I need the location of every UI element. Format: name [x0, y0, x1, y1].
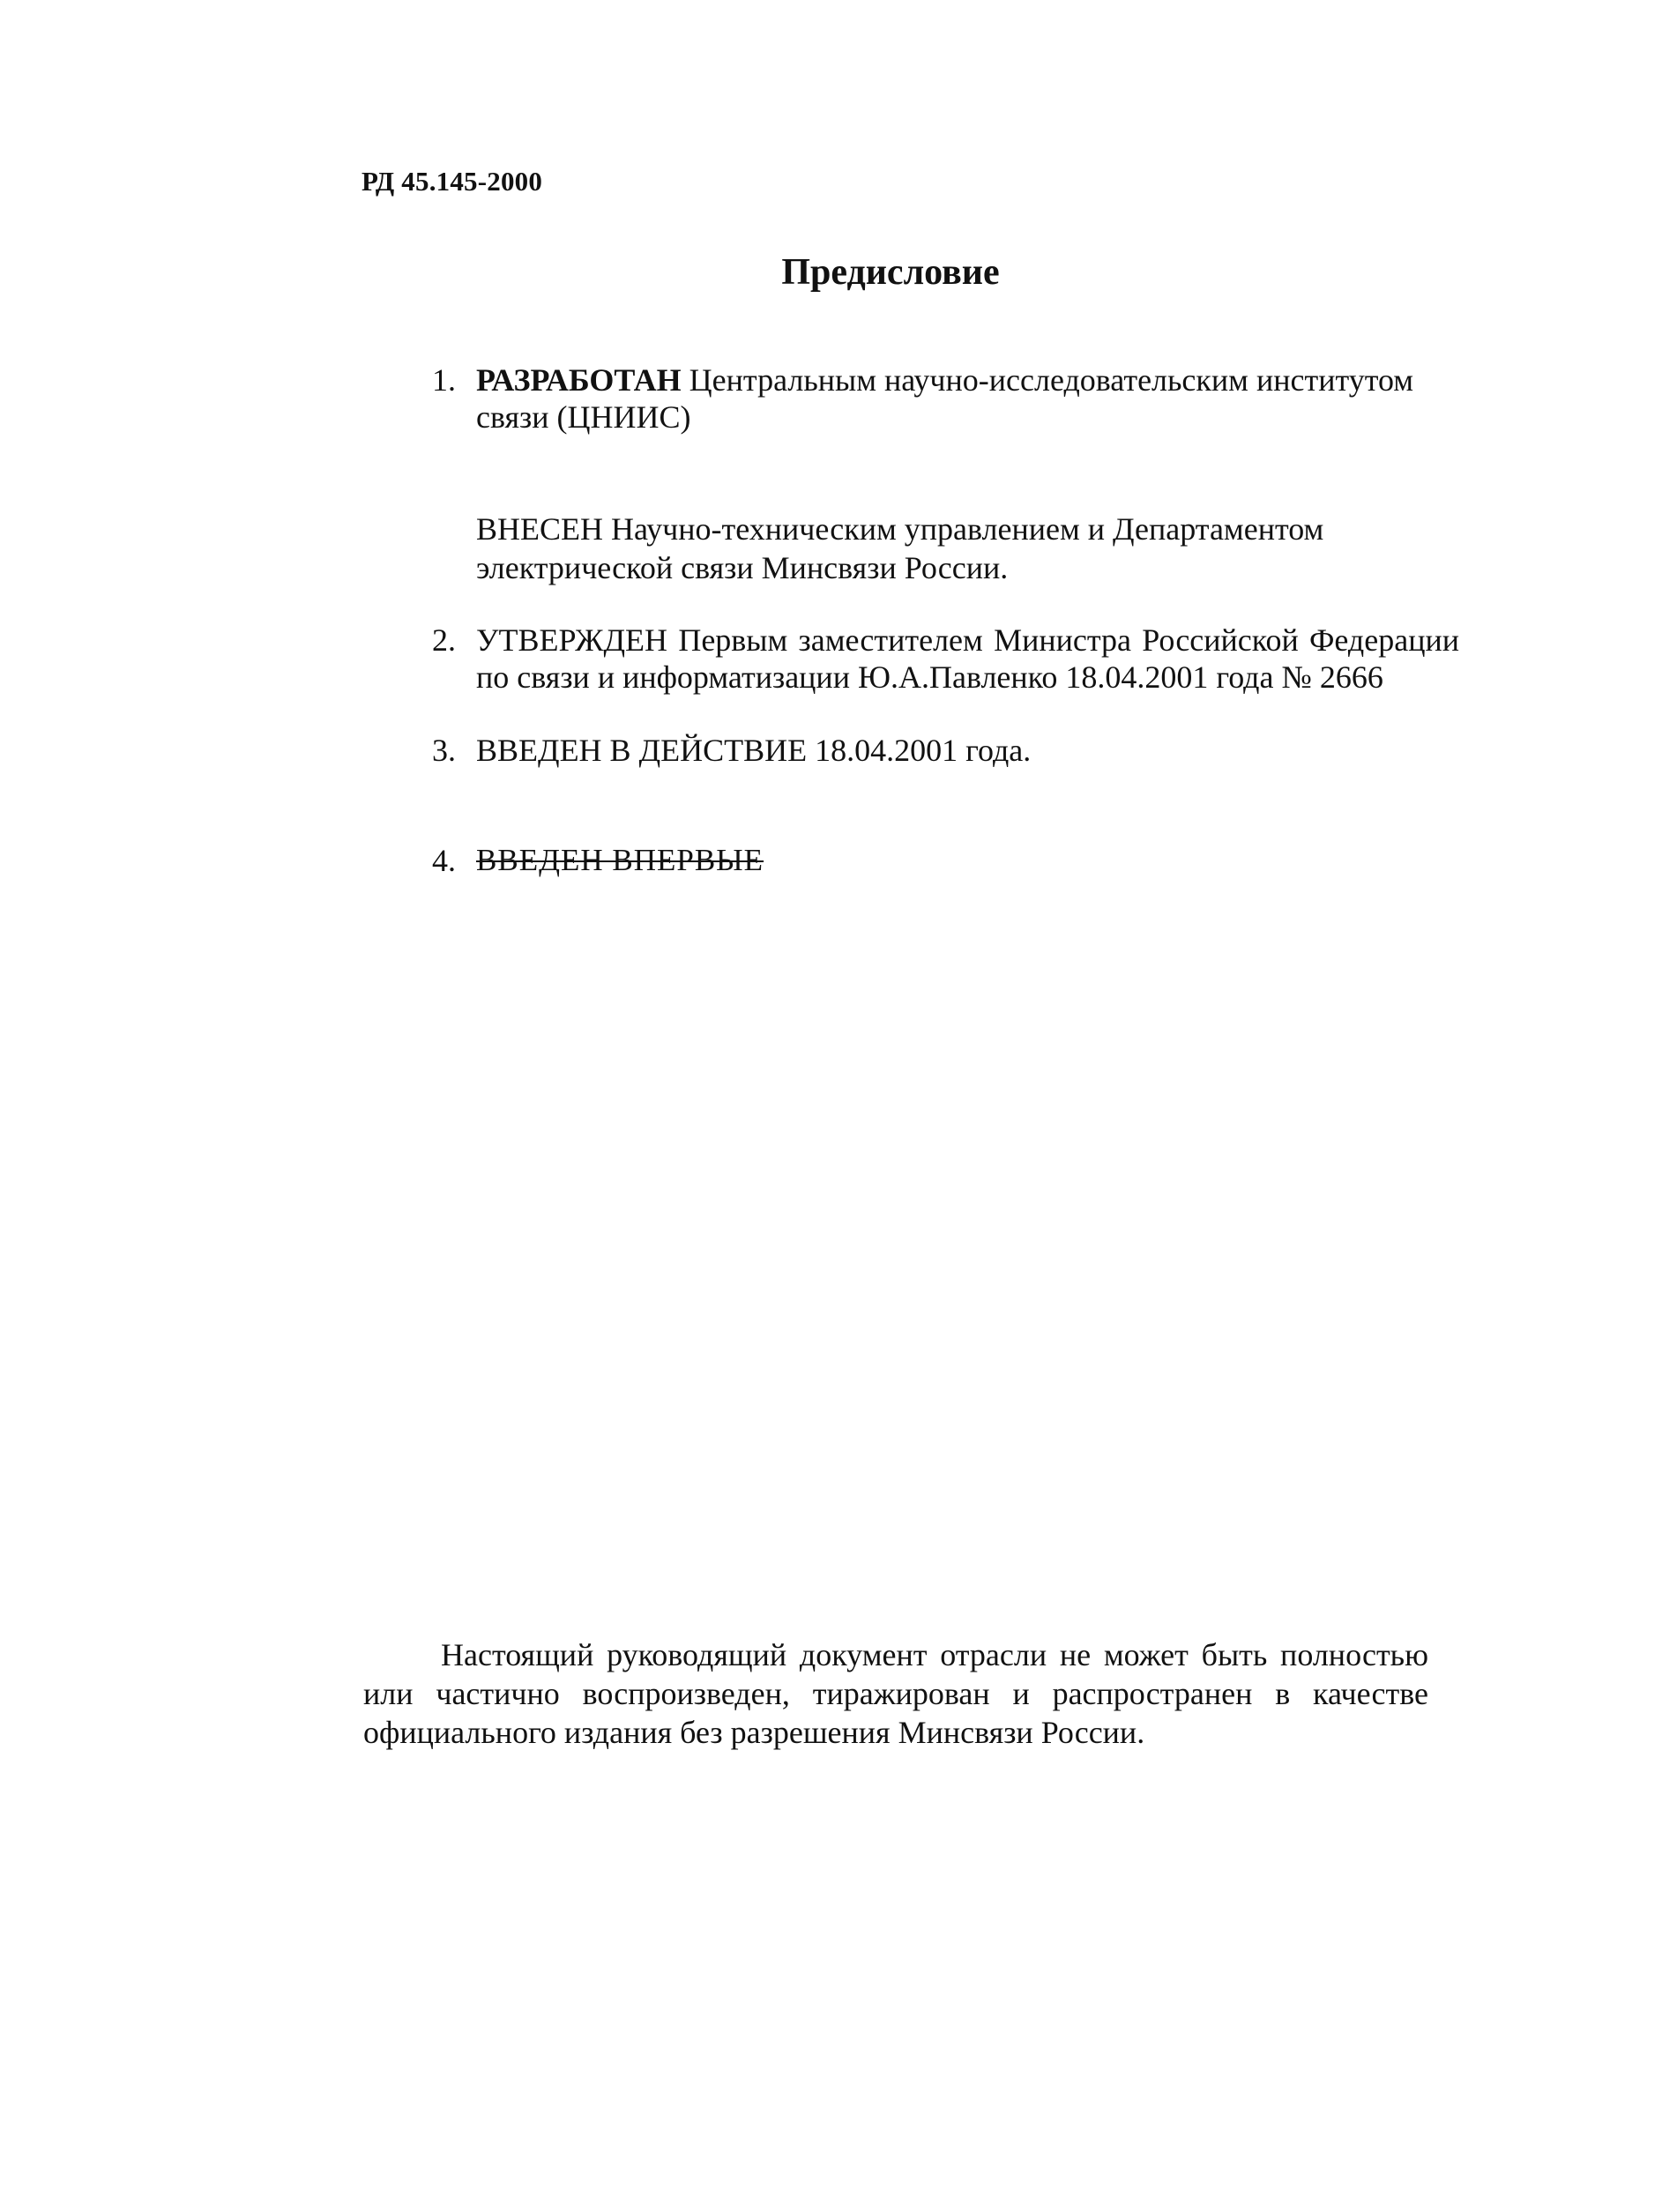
item-label: УТВЕРЖДЕН: [476, 622, 668, 658]
item-body: [476, 622, 1459, 696]
item-label: ВНЕСЕН: [476, 511, 603, 547]
copyright-notice: Настоящий руководящий документ отрасли не может быть полностью или частично воспроизведен, тиражирован и распространен в качестве официального издания без разрешения Минсвязи России.: [363, 1637, 1428, 1750]
item-text: Научно-техническим управлением и Департаментом электрической связи Минсвязи России.: [476, 511, 1324, 585]
item-text: Центральным научно-исследовательским институтом связи (ЦНИИС): [476, 362, 1414, 435]
list-item-submitted: [476, 510, 1428, 587]
item-number: 2.: [432, 622, 456, 658]
item-number: 3.: [432, 733, 456, 768]
item-body: [476, 842, 1459, 879]
item-body: [476, 732, 1459, 769]
page-title: Предисловие: [781, 252, 1000, 293]
item-text: ВВЕДЕН ВПЕРВЫЕ: [476, 843, 764, 877]
item-label: РАЗРАБОТАН: [476, 362, 682, 398]
document-code: РД 45.145-2000: [361, 166, 543, 197]
item-number: 4.: [432, 843, 456, 878]
item-text: ВВЕДЕН В ДЕЙСТВИЕ 18.04.2001 года.: [476, 733, 1032, 768]
item-body: [476, 361, 1459, 436]
item-number: 1.: [432, 362, 456, 398]
item-text: Первым заместителем Министра Российской Федерации по связи и информатизации Ю.А.Павленко 18.04.2001 года № 2666: [476, 622, 1460, 695]
